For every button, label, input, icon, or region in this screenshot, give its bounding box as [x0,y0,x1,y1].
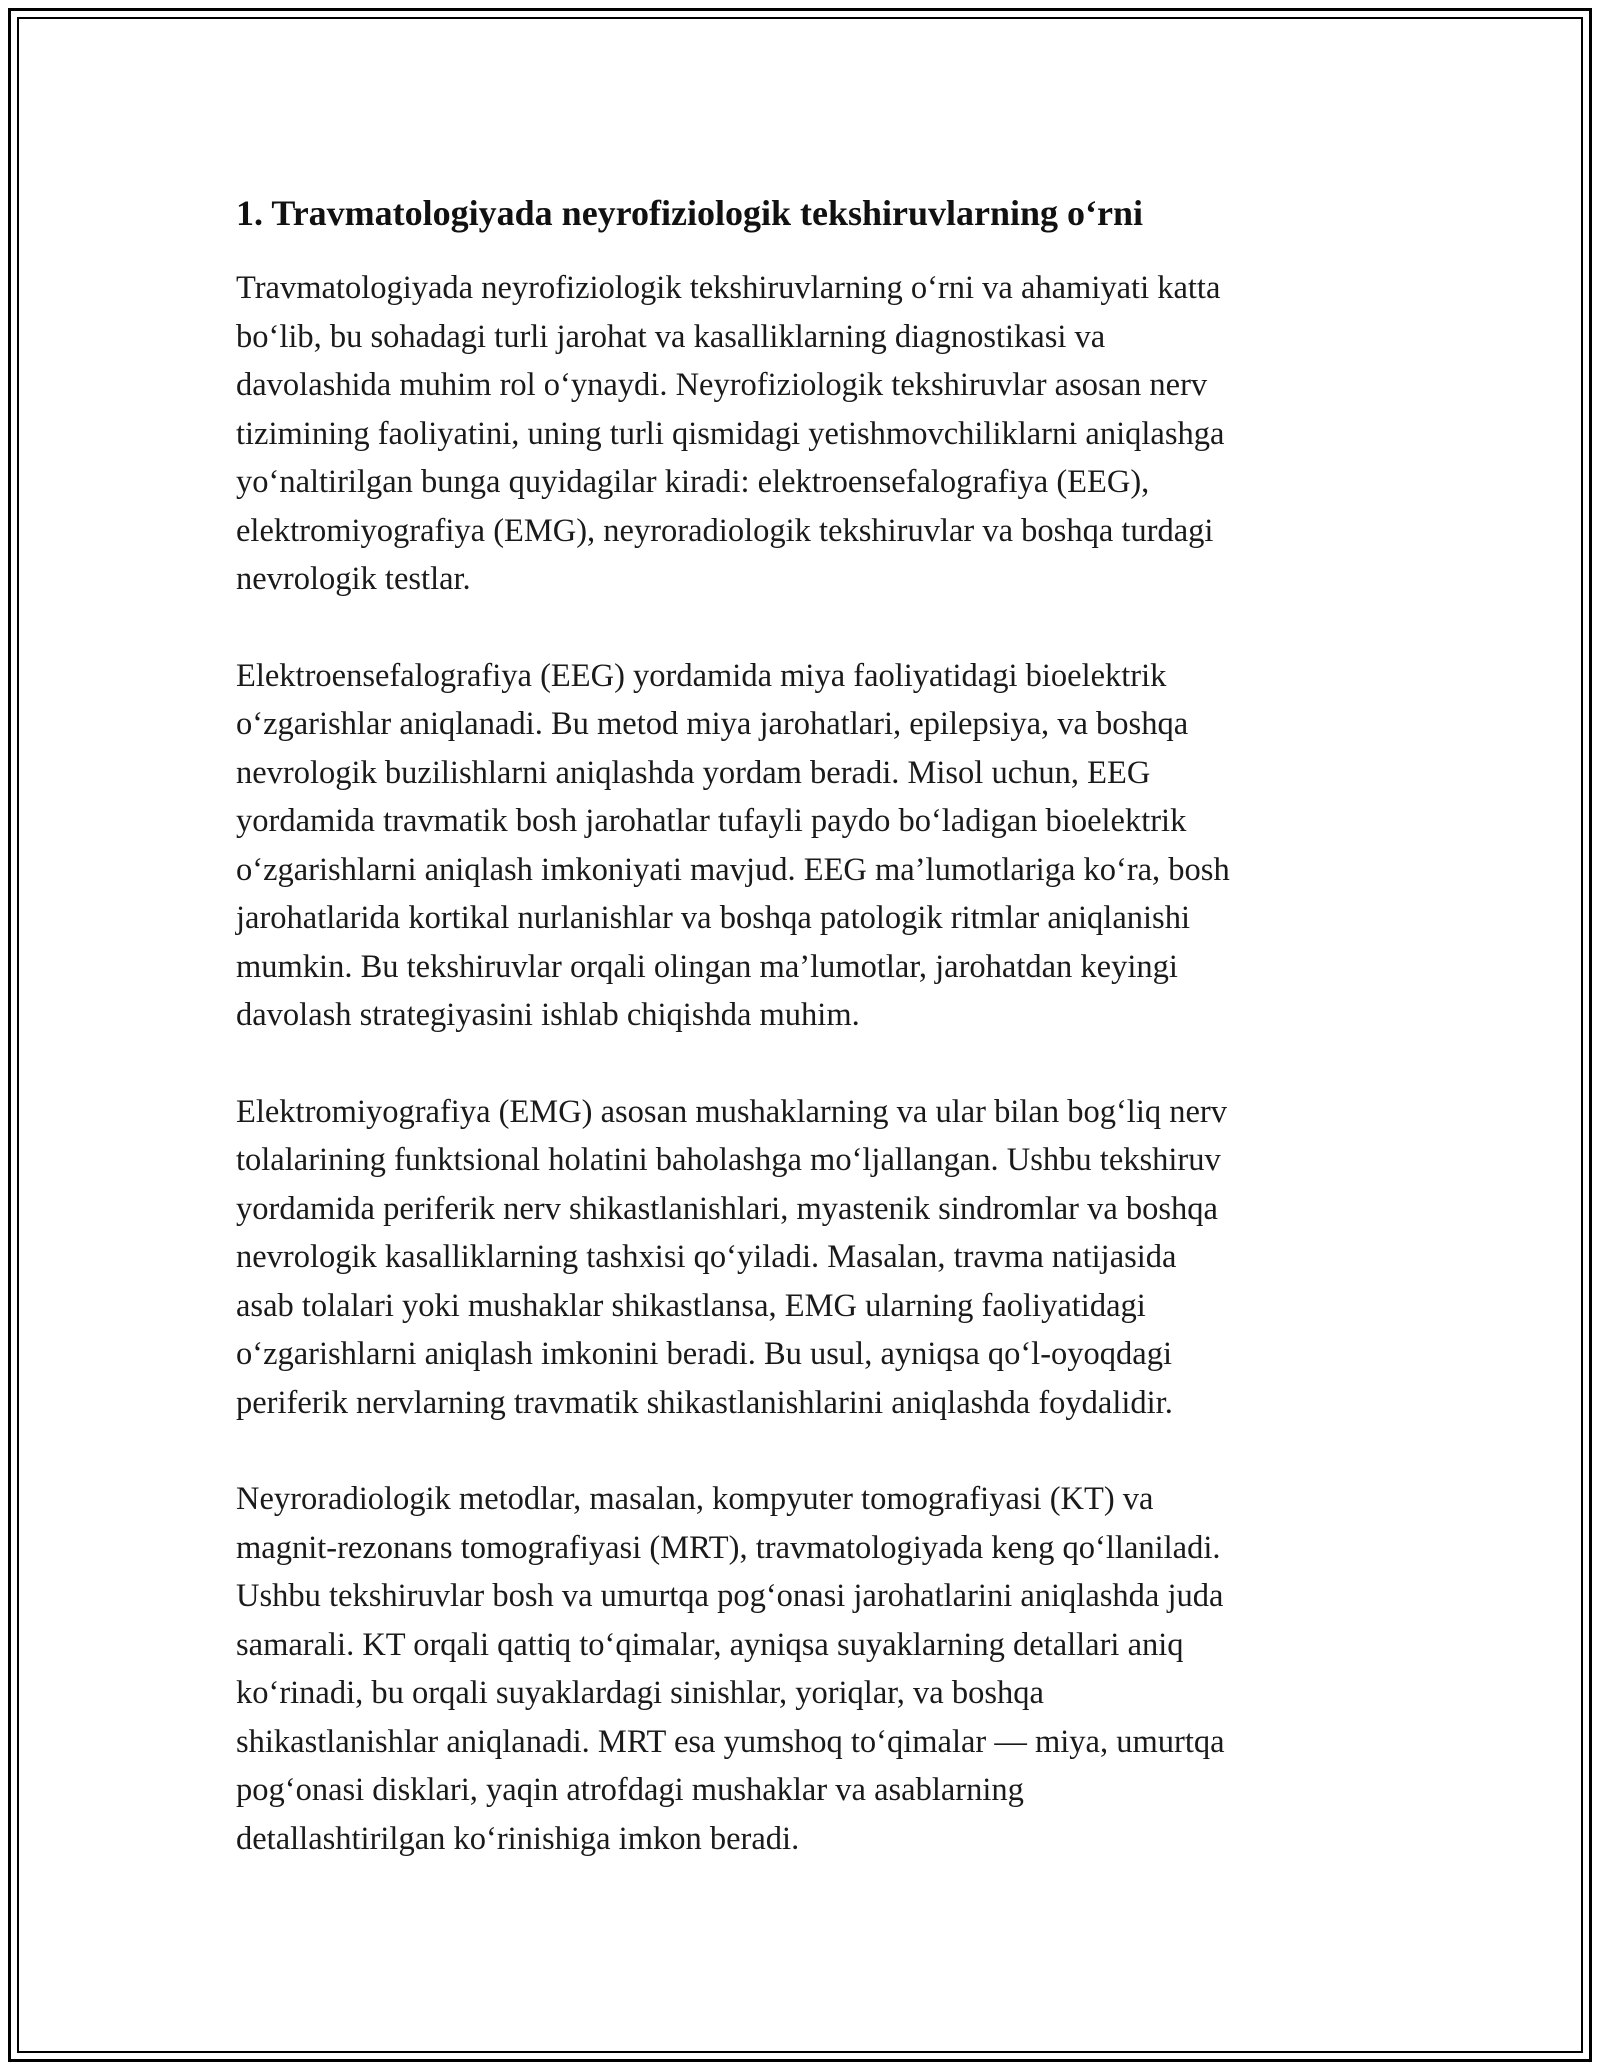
text-line: yordamida periferik nerv shikastlanishlari, myastenik sindromlar va boshqa [236,1190,1218,1227]
text-line: Ushbu tekshiruvlar bosh va umurtqa pog‘onasi jarohatlarini aniqlashda juda [236,1578,1224,1614]
text-line: Neyroradiologik metodlar, masalan, kompyuter tomografiyasi (KT) va [236,1481,1154,1517]
text-line: davolash strategiyasini ishlab chiqishda muhim. [236,997,860,1033]
text-line: ko‘rinadi, bu orqali suyaklardagi sinishlar, yoriqlar, va boshqa [236,1675,1044,1711]
text-line: yo‘naltirilgan bunga quyidagilar kiradi: elektroensefalografiya (EEG), [236,464,1150,500]
text-line: magnit-rezonans tomografiyasi (MRT), travmatologiyada keng qo‘llaniladi. [236,1529,1221,1566]
text-line: jarohatlarida kortikal nurlanishlar va boshqa patologik ritmlar aniqlanishi [236,900,1190,936]
text-line: periferik nervlarning travmatik shikastlanishlarini aniqlashda foydalidir. [236,1384,1173,1421]
text-line: pog‘onasi disklari, yaqin atrofdagi mushaklar va asablarning [236,1772,1024,1808]
text-line: davolashida muhim rol o‘ynaydi. Neyrofiziologik tekshiruvlar asosan nerv [236,367,1208,403]
paragraph-emg [236,1088,1366,1428]
text-line: bo‘lib, bu sohadagi turli jarohat va kasalliklarning diagnostikasi va [236,318,1106,355]
text-line: samarali. KT orqali qattiq to‘qimalar, ayniqsa suyaklarning detallari aniq [236,1626,1184,1663]
text-line: tizimining faoliyatini, uning turli qismidagi yetishmovchiliklarni aniqlashga [236,415,1225,452]
document-body [236,188,1366,1911]
text-line: o‘zgarishlarni aniqlash imkonini beradi. Bu usul, ayniqsa qo‘l-oyoqdagi [236,1336,1172,1372]
text-line: nevrologik kasalliklarning tashxisi qo‘yiladi. Masalan, travma natijasida [236,1239,1177,1275]
text-line: detallashtirilgan ko‘rinishiga imkon beradi. [236,1820,800,1857]
text-line: Travmatologiyada neyrofiziologik tekshiruvlarning o‘rni va ahamiyati katta [236,270,1221,306]
text-line: o‘zgarishlarni aniqlash imkoniyati mavjud. EEG ma’lumotlariga ko‘ra, bosh [236,851,1230,888]
text-line: Elektroensefalografiya (EEG) yordamida miya faoliyatidagi bioelektrik [236,657,1167,694]
text-line: nevrologik buzilishlarni aniqlashda yordam beradi. Misol uchun, EEG [236,754,1151,791]
text-line: yordamida travmatik bosh jarohatlar tufayli paydo bo‘ladigan bioelektrik [236,803,1187,839]
paragraph-eeg [236,652,1366,1040]
text-line: tolalarining funktsional holatini baholashga mo‘ljallangan. Ushbu tekshiruv [236,1142,1221,1178]
text-line: asab tolalari yoki mushaklar shikastlansa, EMG ularning faoliyatidagi [236,1287,1146,1324]
text-line: o‘zgarishlar aniqlanadi. Bu metod miya jarohatlari, epilepsiya, va boshqa [236,706,1189,742]
paragraph-intro [236,264,1366,604]
text-line: nevrologik testlar. [236,561,471,597]
text-line: mumkin. Bu tekshiruvlar orqali olingan ma’lumotlar, jarohatdan keyingi [236,948,1178,985]
text-line: shikastlanishlar aniqlanadi. MRT esa yumshoq to‘qimalar — miya, umurtqa [236,1723,1225,1760]
text-line: elektromiyografiya (EMG), neyroradiologik tekshiruvlar va boshqa turdagi [236,512,1214,549]
paragraph-neuroradiology [236,1475,1366,1863]
section-heading: 1. Travmatologiyada neyrofiziologik tekshiruvlarning o‘rni [236,193,1144,233]
text-line: Elektromiyografiya (EMG) asosan mushaklarning va ular bilan bog‘liq nerv [236,1093,1227,1130]
